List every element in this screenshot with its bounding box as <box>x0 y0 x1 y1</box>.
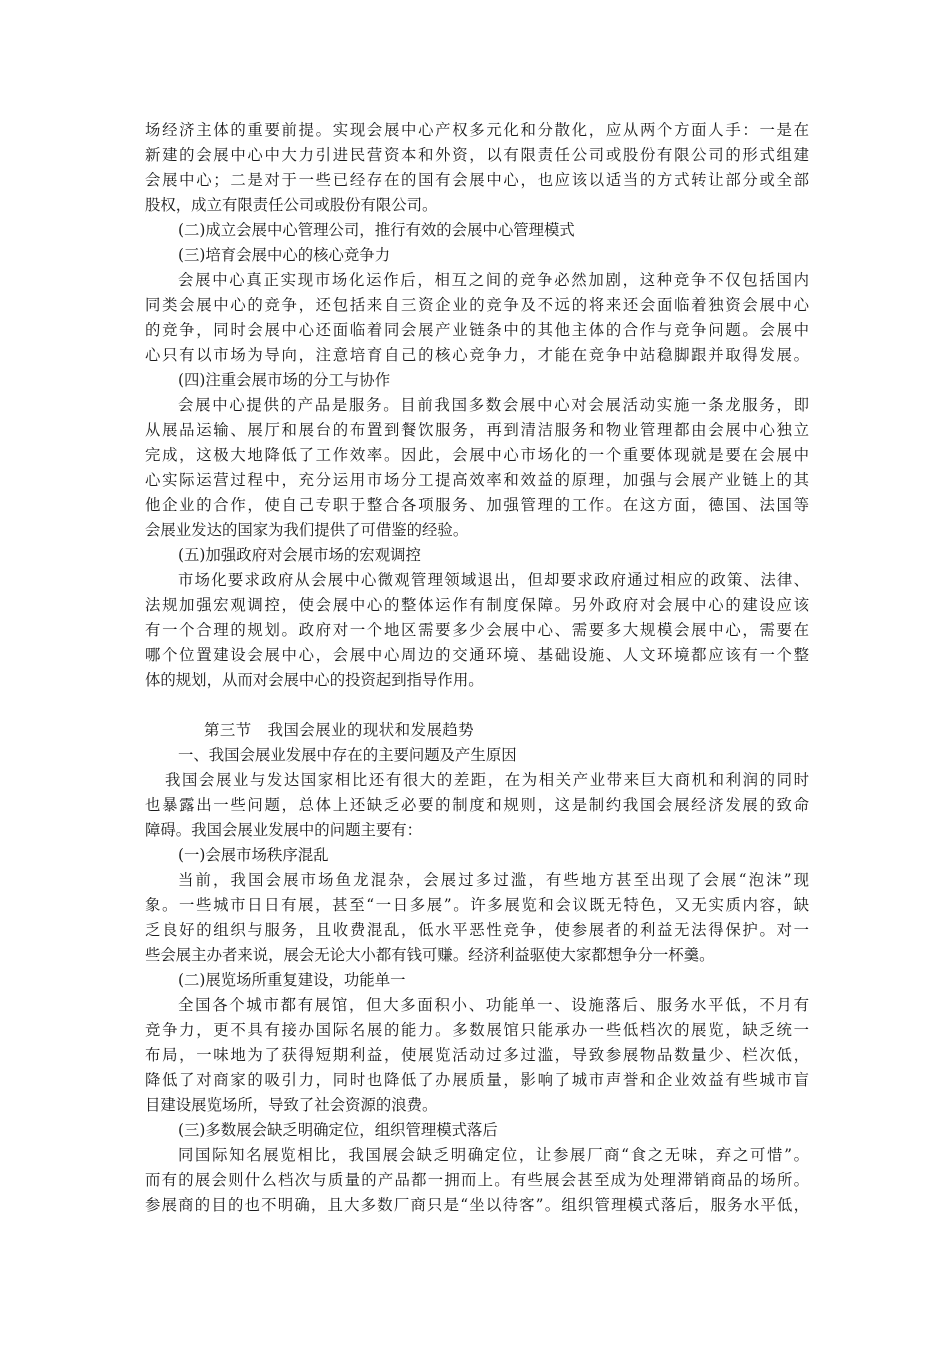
text-line: 乏良好的组织与服务，且收费混乱，低水平恶性竞争，使参展者的利益无法得保护。对一 <box>145 921 809 939</box>
text-line: 些会展主办者来说，展会无论大小都有钱可赚。经济利益驱使大家都想争分一杯羹。 <box>145 946 715 964</box>
text-line: 竞争力，更不具有接办国际名展的能力。多数展馆只能承办一些低档次的展览，缺乏统一 <box>145 1021 809 1039</box>
text-line: 降低了对商家的吸引力，同时也降低了办展质量，影响了城市声誉和企业效益有些城市盲 <box>145 1071 809 1089</box>
text-line: 从展品运输、展厅和展台的布置到餐饮服务，再到清洁服务和物业管理都由会展中心独立 <box>145 421 809 439</box>
subheading: (三)培育会展中心的核心竞争力 <box>178 246 391 264</box>
text-line: 心只有以市场为导向，注意培育自己的核心竞争力，才能在竞争中站稳脚跟并取得发展。 <box>145 346 809 364</box>
text-line: 场经济主体的重要前提。实现会展中心产权多元化和分散化，应从两个方面人手：一是在 <box>145 121 809 139</box>
text-line: 会展中心；二是对于一些已经存在的国有会展中心，也应该以适当的方式转让部分或全部 <box>145 171 809 189</box>
text-line: 法规加强宏观调控，使会展中心的整体运作有制度保障。另外政府对会展中心的建设应该 <box>145 596 809 614</box>
subheading: (三)多数展会缺乏明确定位，组织管理模式落后 <box>178 1121 498 1139</box>
subheading: (一)会展市场秩序混乱 <box>178 846 329 864</box>
paragraph-first-line: 全国各个城市都有展馆，但大多面积小、功能单一、设施落后、服务水平低，不月有 <box>178 996 809 1014</box>
text-line: 目建设展览场所，导致了社会资源的浪费。 <box>145 1096 438 1114</box>
subheading: (五)加强政府对会展市场的宏观调控 <box>178 546 421 564</box>
text-line: 布局，一味地为了获得短期利益，使展览活动过多过滥，导致参展物品数量少、栏次低， <box>145 1046 809 1064</box>
paragraph-first-line: 同国际知名展览相比，我国展会缺乏明确定位，让参展厂商“食之无味，弃之可惜”。 <box>178 1146 809 1164</box>
paragraph-first-line: 我国会展业与发达国家相比还有很大的差距，在为相关产业带来巨大商机和利润的同时 <box>165 771 809 789</box>
section-heading: 第三节 我国会展业的现状和发展趋势 <box>204 721 475 739</box>
text-line: 象。一些城市日日有展，甚至“一日多展”。许多展览和会议既无特色，又无实质内容，缺 <box>145 896 809 914</box>
paragraph-first-line: 会展中心提供的产品是服务。目前我国多数会展中心对会展活动实施一条龙服务，即 <box>178 396 809 414</box>
subheading: 一、我国会展业发展中存在的主要问题及产生原因 <box>178 746 517 764</box>
text-line: 同类会展中心的竞争，还包括来自三资企业的竞争及不远的将来还会面临着独资会展中心 <box>145 296 809 314</box>
subheading: (二)成立会展中心管理公司，推行有效的会展中心管理模式 <box>178 221 575 239</box>
text-line: 新建的会展中心中大力引进民营资本和外资，以有限责任公司或股份有限公司的形式组建 <box>145 146 809 164</box>
text-line: 参展商的目的也不明确，且大多数厂商只是“坐以待客”。组织管理模式落后，服务水平低， <box>145 1196 809 1214</box>
text-line: 也暴露出一些问题，总体上还缺乏必要的制度和规则，这是制约我国会展经济发展的致命 <box>145 796 809 814</box>
text-line: 他企业的合作，使自己专职于整合各项服务、加强管理的工作。在这方面，德国、法国等 <box>145 496 809 514</box>
text-line: 体的规划，从而对会展中心的投资起到指导作用。 <box>145 671 484 689</box>
text-line: 股权，成立有限责任公司或股份有限公司。 <box>145 196 438 214</box>
paragraph-first-line: 当前，我国会展市场鱼龙混杂，会展过多过滥，有些地方甚至出现了会展“泡沫”现 <box>178 871 809 889</box>
text-line: 哪个位置建设会展中心，会展中心周边的交通环境、基础设施、人文环境都应该有一个整 <box>145 646 809 664</box>
text-line: 的竞争，同时会展中心还面临着同会展产业链条中的其他主体的合作与竞争问题。会展中 <box>145 321 809 339</box>
paragraph-first-line: 市场化要求政府从会展中心微观管理领域退出，但却要求政府通过相应的政策、法律、 <box>178 571 809 589</box>
subheading: (四)注重会展市场的分工与协作 <box>178 371 391 389</box>
text-line: 有一个合理的规划。政府对一个地区需要多少会展中心、需要多大规模会展中心，需要在 <box>145 621 809 639</box>
text-line: 心实际运营过程中，充分运用市场分工提高效率和效益的原理，加强与会展产业链上的其 <box>145 471 809 489</box>
text-line: 会展业发达的国家为我们提供了可借鉴的经验。 <box>145 521 469 539</box>
paragraph-first-line: 会展中心真正实现市场化运作后，相互之间的竞争必然加剧，这种竞争不仅包括国内 <box>178 271 809 289</box>
text-line: 而有的展会则什么档次与质量的产品都一拥而上。有些展会甚至成为处理滞销商品的场所。 <box>145 1171 809 1189</box>
subheading: (二)展览场所重复建设，功能单一 <box>178 971 406 989</box>
text-line: 障碍。我国会展业发展中的问题主要有： <box>145 821 423 839</box>
text-line: 完成，这极大地降低了工作效率。因此，会展中心市场化的一个重要体现就是要在会展中 <box>145 446 809 464</box>
